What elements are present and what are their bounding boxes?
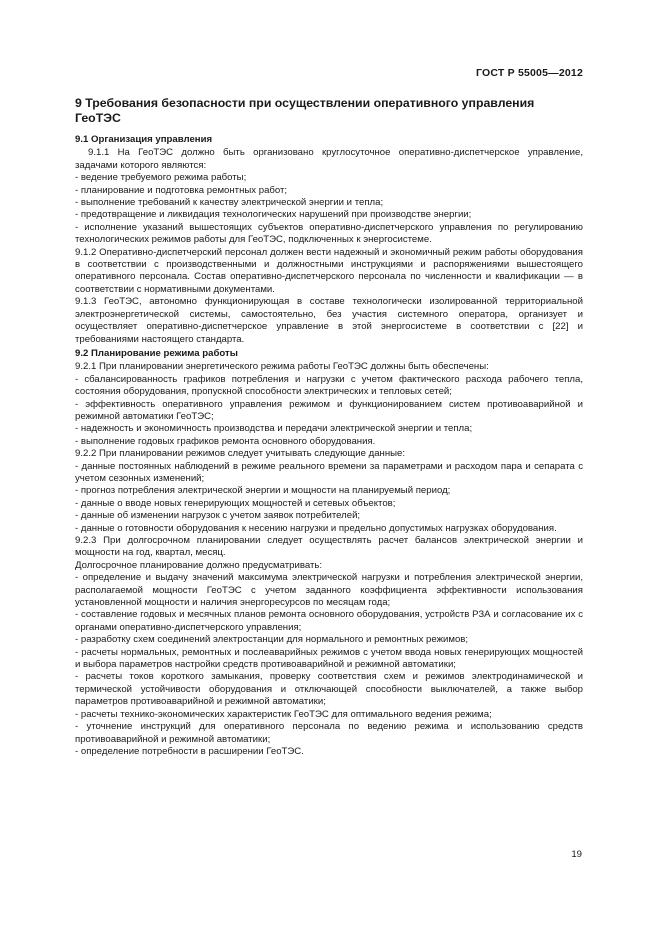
list-item: - расчеты нормальных, ремонтных и послеаварийных режимов с учетом ввода новых генерирующих мощностей и выбора параметров настройки средств противоаварийной и режимной автоматики;	[75, 646, 583, 671]
list-item: - разработку схем соединений электростанции для нормального и ремонтных режимов;	[75, 634, 469, 646]
list-item: - планирование и подготовка ремонтных работ;	[75, 184, 288, 196]
list-item: - расчеты токов короткого замыкания, проверку соответствия схем и режимов электродинамической и термической устойчивости оборудования и отключающей способности выключателей, а также выбор параметров противоаварийной и режимной автоматики;	[75, 671, 583, 708]
paragraph-9-2-2: 9.2.2 При планировании режимов следует учитывать следующие данные:	[75, 448, 406, 460]
list-item: - уточнение инструкций для оперативного персонала по ведению режима и использованию средств противоаварийной и режимной автоматики;	[75, 721, 583, 745]
document-header: ГОСТ Р 55005—2012	[475, 67, 583, 79]
paragraph-9-2-3: 9.2.3 При долгосрочном планировании следует осуществлять расчет балансов электрической энергии и мощности на год, квартал, месяц.	[75, 535, 583, 559]
list-item: - выполнение годовых графиков ремонта основного оборудования.	[75, 435, 376, 447]
page-number: 19	[571, 849, 582, 860]
paragraph-9-1-3: 9.1.3 ГеоТЭС, автономно функционирующая в составе технологически изолированной территориальной электроэнергетической системы, самостоятельно, без участия системного оператора, организует и осуществляет оперативно-диспетчерское управление в этой энергосистеме в соответствии с [22] и требованиями настоящего стандарта.	[75, 296, 583, 345]
list-item: - надежность и экономичность производства и передачи электрической энергии и тепла;	[75, 423, 473, 435]
list-item: - сбалансированность графиков потребления и нагрузки с учетом фактического расхода рабочего тепла, состояния оборудования, пропускной способности электрических и тепловых сетей;	[75, 373, 583, 398]
paragraph-9-2-1: 9.2.1 При планировании энергетического режима работы ГеоТЭС должны быть обеспечены:	[75, 361, 489, 373]
list-item: - определение потребности в расширении ГеоТЭС.	[75, 745, 304, 757]
list-item: - определение и выдачу значений максимума электрической нагрузки и потребления электрической энергии, располагаемой мощности ГеоТЭС с учетом заданного коэффициента эффективности использования установленной мощности и наличия энергоресурсов по месяцам года;	[75, 572, 583, 609]
list-item: - расчеты технико-экономических характеристик ГеоТЭС для оптимального ведения режима;	[75, 708, 492, 720]
list-item: - данные о вводе новых генерирующих мощностей и сетевых объектов;	[75, 497, 396, 509]
list-item: - исполнение указаний вышестоящих субъектов оперативно-диспетчерского управления по регулированию технологических режимов работы для ГеоТЭС, подключенных к энергосистеме.	[75, 221, 583, 246]
list-item: - прогноз потребления электрической энергии и мощности на планируемый период;	[75, 485, 451, 497]
list-item: - данные о готовности оборудования к несению нагрузки и предельно допустимых нагрузках оборудования.	[75, 522, 557, 534]
list-item: - ведение требуемого режима работы;	[75, 172, 247, 184]
subsection-title-9-2: 9.2 Планирование режима работы	[75, 347, 238, 359]
list-item: - предотвращение и ликвидация технологических нарушений при производстве энергии;	[75, 209, 472, 221]
page-content	[75, 96, 583, 758]
list-item: - выполнение требований к качеству электрической энергии и тепла;	[75, 197, 384, 209]
paragraph-9-1-2: 9.1.2 Оперативно-диспетчерский персонал должен вести надежный и экономичный режим работы оборудования в соответствии с производственными и должностными инструкциями и распоряжениями вышестоящего оперативного персонала. Состав оперативно-диспетчерского персонала по численности и квалификации — в соответствии с нормативными документами.	[75, 246, 583, 295]
subsection-title-9-1: 9.1 Организация управления	[75, 134, 213, 145]
section-title: 9 Требования безопасности при осуществлении оперативного управления ГеоТЭС	[75, 96, 535, 125]
list-item: - данные об изменении нагрузок с учетом заявок потребителей;	[75, 510, 361, 522]
paragraph-9-2-3-intro: Долгосрочное планирование должно предусматривать:	[75, 559, 323, 571]
list-item: - данные постоянных наблюдений в режиме реального времени за параметрами и расходом пара и сепарата с учетом сезонных изменений;	[75, 460, 583, 484]
paragraph-9-1-1: 9.1.1 На ГеоТЭС должно быть организовано круглосуточное оперативно-диспетчерское управление, задачами которого являются:	[75, 147, 583, 171]
list-item: - эффективность оперативного управления режимом и функционированием систем противоаварийной и режимной автоматики ГеоТЭС;	[75, 398, 583, 422]
list-item: - составление годовых и месячных планов ремонта основного оборудования, устройств РЗА и согласование их с органами оперативно-диспетчерского управления;	[75, 609, 583, 633]
